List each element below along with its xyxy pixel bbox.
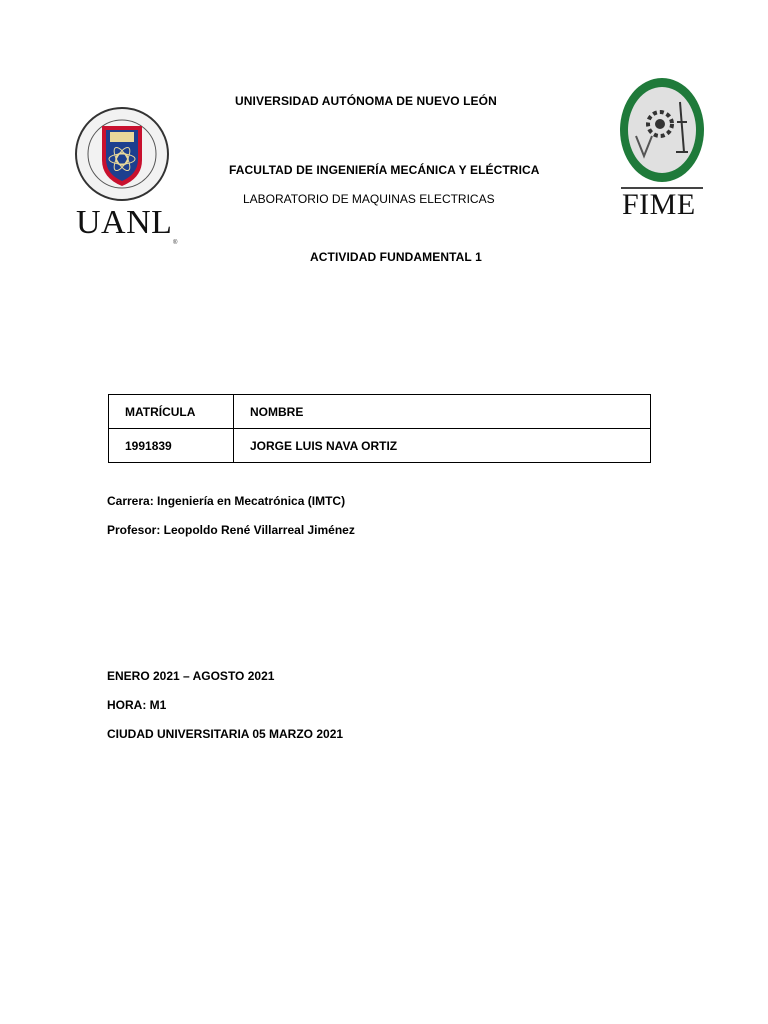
table-row	[109, 429, 651, 463]
fime-wordmark: FIME	[622, 188, 696, 221]
activity-title: ACTIVIDAD FUNDAMENTAL 1	[310, 250, 482, 264]
uanl-wordmark: UANL	[76, 204, 173, 241]
fime-gear-icon	[614, 72, 710, 192]
career-line: Carrera: Ingeniería en Mecatrónica (IMTC)	[107, 494, 346, 508]
university-title: UNIVERSIDAD AUTÓNOMA DE NUEVO LEÓN	[235, 94, 497, 108]
table-cell: JORGE LUIS NAVA ORTIZ	[234, 429, 651, 463]
faculty-title: FACULTAD DE INGENIERÍA MECÁNICA Y ELÉCTRICA	[229, 163, 540, 177]
lab-title: LABORATORIO DE MAQUINAS ELECTRICAS	[243, 192, 495, 206]
professor-line: Profesor: Leopoldo René Villarreal Jiménez	[107, 523, 355, 537]
registered-mark: ®	[173, 240, 178, 246]
table-header-row	[109, 395, 651, 429]
place-date-line: CIUDAD UNIVERSITARIA 05 MARZO 2021	[107, 727, 344, 741]
table-cell: 1991839	[109, 429, 234, 463]
hour-line: HORA: M1	[107, 698, 167, 712]
period-line: ENERO 2021 – AGOSTO 2021	[107, 669, 275, 683]
table-header-cell: MATRÍCULA	[109, 395, 234, 429]
table-header-cell: NOMBRE	[234, 395, 651, 429]
student-table	[108, 394, 651, 463]
